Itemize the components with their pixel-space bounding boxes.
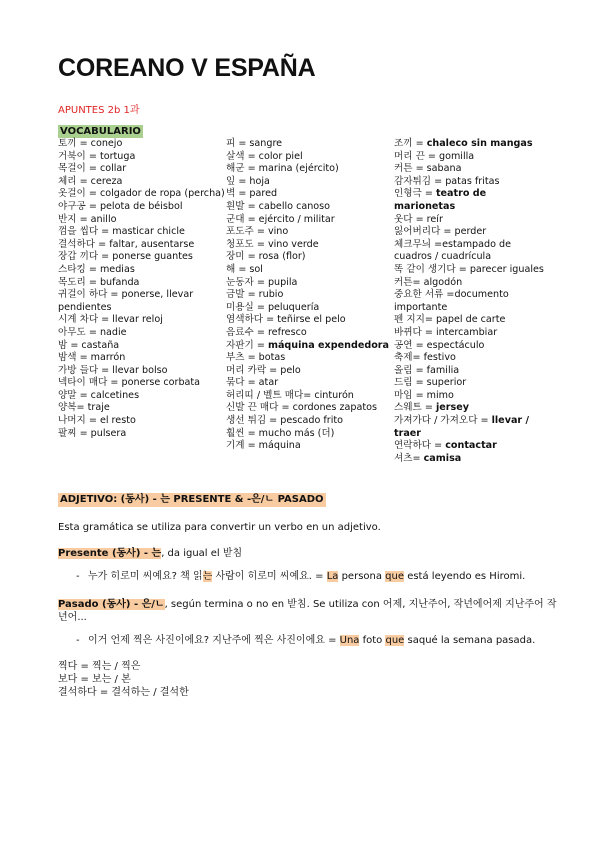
vocab-item: 스타킹 = medias [58, 263, 135, 275]
vocab-term: 자판기 = [226, 339, 268, 351]
vocab-item: 토끼 = conejo [58, 138, 123, 149]
vocab-item: 넥타이 매다 = ponerse corbata [58, 377, 201, 389]
vocab-item: 장갑 끼다 = ponerse guantes [58, 251, 193, 263]
vocab-item: 음료수 = refresco [226, 326, 307, 338]
vocab-item: 웃다 = reír [394, 213, 443, 225]
bullet-dash: - [76, 635, 80, 647]
vocab-item [394, 402, 544, 415]
vocabulary-column-1 [58, 138, 226, 465]
example-fragment: 이거 언제 찍은 사진이에요? 지난주에 찍은 사진이에요 = [88, 635, 340, 647]
conjugation-item: 보다 = 보는 / 본 [58, 674, 131, 686]
vocab-item: 가방 들다 = llevar bolso [58, 364, 168, 376]
presente-example-text [88, 570, 558, 584]
vocab-item: 커튼 = sabana [394, 163, 462, 175]
vocab-item: 목도리 = bufanda [58, 276, 140, 288]
vocab-item: 옷걸이 = colgador de ropa (percha) [58, 188, 225, 200]
vocab-translation: teatro de marionetas [394, 188, 487, 212]
vocab-item [394, 138, 544, 151]
vocab-translation: camisa [423, 452, 462, 464]
vocab-item: 바뀌다 = intercambiar [394, 326, 498, 338]
vocab-item: 시계 차다 = llevar reloj [58, 314, 163, 326]
vocab-term: 인형극 = [394, 188, 436, 200]
vocab-item: 축제= festivo [394, 352, 456, 364]
vocab-term: 스웨트 = [394, 402, 436, 414]
pasado-rule-text: , según termina o no en 받침. Se utiliza con 어제, 지난주어, 작년에어제 지난주어 작년어... [58, 599, 557, 624]
pasado-heading: Pasado (동사) - 은/ㄴ [58, 599, 165, 611]
example-fragment: persona [338, 571, 386, 583]
vocab-item: 기계 = máquina [226, 440, 301, 452]
example-fragment: saqué la semana pasada. [404, 635, 536, 647]
vocab-item: 마임 = mimo [394, 389, 454, 401]
vocab-item [394, 453, 544, 466]
vocab-item: 해군 = marina (ejército) [226, 163, 339, 175]
vocab-item: 팔찌 = pulsera [58, 427, 127, 439]
vocab-item: 금발 = rubio [226, 289, 284, 301]
vocab-item: 훨씬 = mucho más (더) [226, 427, 335, 439]
vocab-item [394, 188, 544, 213]
vocab-item: 체리 = cereza [58, 175, 123, 187]
vocab-item: 결석하다 = faltar, ausentarse [58, 238, 195, 250]
vocab-translation: llevar / traer [394, 415, 529, 439]
page-subtitle: APUNTES 2b 1과 [58, 105, 140, 116]
vocab-item: 밤 = castaña [58, 339, 120, 351]
vocab-item: 살색 = color piel [226, 150, 303, 162]
example-highlight: que [385, 635, 405, 647]
vocab-item: 똑 같이 생기다 = parecer iguales [394, 263, 544, 275]
vocab-item: 양복= traje [58, 402, 110, 414]
vocab-item: 아무도 = nadie [58, 326, 127, 338]
conjugation-item: 찍다 = 찍는 / 찍은 [58, 661, 141, 673]
vocab-term: 가져가다 / 가져오다 = [394, 415, 492, 427]
vocab-item: 양말 = calcetines [58, 389, 140, 401]
vocab-item: 나머지 = el resto [58, 415, 136, 427]
vocab-item: 생선 튀김 = pescado frito [226, 415, 344, 427]
vocabulary-column-3 [394, 138, 544, 465]
vocab-item: 커튼= algodón [394, 276, 463, 288]
vocab-item: 머리 끈 = gomilla [394, 150, 475, 162]
vocab-item: 공연 = espectáculo [394, 339, 485, 351]
presente-heading: Presente (동사) - 는 [58, 548, 162, 560]
vocab-item: 감자튀김 = patas fritas [394, 175, 500, 187]
pasado-rule [58, 598, 558, 624]
vocab-item: 장미 = rosa (flor) [226, 251, 306, 263]
vocab-item [226, 340, 394, 353]
vocab-translation: jersey [435, 402, 469, 414]
vocab-item: 체크무늬 =estampado de cuadros / cuadrícula [394, 238, 512, 263]
vocab-item: 껌을 씹다 = masticar chicle [58, 226, 185, 238]
page-title: COREANO V ESPAÑA [58, 54, 316, 82]
vocabulary-column-2 [226, 138, 394, 465]
example-fragment: 누가 히로미 씨예요? 책 읽 [88, 571, 203, 583]
conjugation-list [58, 660, 558, 699]
vocab-item: 드림 = superior [394, 377, 467, 389]
pasado-example-text [88, 634, 558, 648]
example-highlight: que [385, 571, 405, 583]
vocab-item [394, 440, 544, 453]
vocab-translation: contactar [445, 440, 497, 452]
example-fragment: está leyendo es Hiromi. [404, 571, 526, 583]
vocab-term: 연락하다 = [394, 440, 446, 452]
bullet-dash: - [76, 571, 80, 583]
vocab-item: 부츠 = botas [226, 352, 286, 364]
vocab-item: 벽 = pared [226, 188, 278, 200]
vocab-item: 피 = sangre [226, 138, 283, 149]
vocab-item: 중요한 서류 =documento importante [394, 289, 509, 313]
vocabulary-columns [58, 138, 558, 465]
vocab-item: 염색하다 = teñirse el pelo [226, 314, 346, 326]
vocab-term: 셔츠= [394, 452, 424, 464]
vocab-term: 조끼 = [394, 138, 427, 149]
example-fragment: 사람이 히로미 씨예요. = [212, 571, 327, 583]
vocab-item: 눈동자 = pupila [226, 276, 298, 288]
grammar-intro: Esta gramática se utiliza para convertir un verbo en un adjetivo. [58, 522, 381, 534]
presente-rule [58, 547, 558, 560]
pasado-example [58, 634, 558, 648]
vocab-item: 펜 지지= papel de carte [394, 314, 506, 326]
presente-example [58, 570, 558, 584]
vocab-item: 미용실 = peluquería [226, 301, 320, 313]
vocab-item: 귀걸이 하다 = ponerse, llevar pendientes [58, 289, 194, 313]
vocab-item: 잎 = hoja [226, 175, 270, 187]
vocabulary-heading: VOCABULARIO [60, 126, 141, 137]
vocab-item: 청포도 = vino verde [226, 238, 319, 250]
vocab-item: 올림 = familia [394, 364, 460, 376]
vocab-item: 잃어버리다 = perder [394, 226, 487, 238]
vocab-item [394, 415, 544, 440]
vocab-item: 밤색 = marrón [58, 352, 126, 364]
presente-rule-text: , da igual el 받침 [161, 548, 243, 560]
example-fragment: foto [359, 635, 386, 647]
vocab-item: 거북이 = tortuga [58, 150, 136, 162]
vocab-item: 군대 = ejército / militar [226, 213, 335, 225]
vocab-item: 포도주 = vino [226, 226, 289, 238]
example-highlight: La [326, 571, 339, 583]
vocab-item: 반지 = anillo [58, 213, 117, 225]
vocab-translation: máquina expendedora [267, 339, 389, 351]
vocab-item: 신발 끈 매다 = cordones zapatos [226, 402, 377, 414]
document-page [58, 46, 558, 699]
conjugation-item: 결석하다 = 결석하는 / 결석한 [58, 687, 189, 699]
vocab-item: 해 = sol [226, 263, 263, 275]
vocab-item: 묶다 = atar [226, 377, 279, 389]
example-highlight: 는 [202, 571, 213, 583]
vocab-item: 머리 카락 = pelo [226, 364, 301, 376]
grammar-section-heading: ADJETIVO: (동사) - 는 PRESENTE & -은/ㄴ PASADO [60, 494, 324, 506]
vocab-item: 흰발 = cabello canoso [226, 200, 331, 212]
vocab-item: 야구공 = pelota de béisbol [58, 200, 183, 212]
vocab-item: 허리띠 / 벨트 매다= cinturón [226, 389, 354, 401]
example-highlight: Una [339, 635, 360, 647]
vocab-item: 목걸이 = collar [58, 163, 127, 175]
vocab-translation: chaleco sin mangas [426, 138, 533, 149]
